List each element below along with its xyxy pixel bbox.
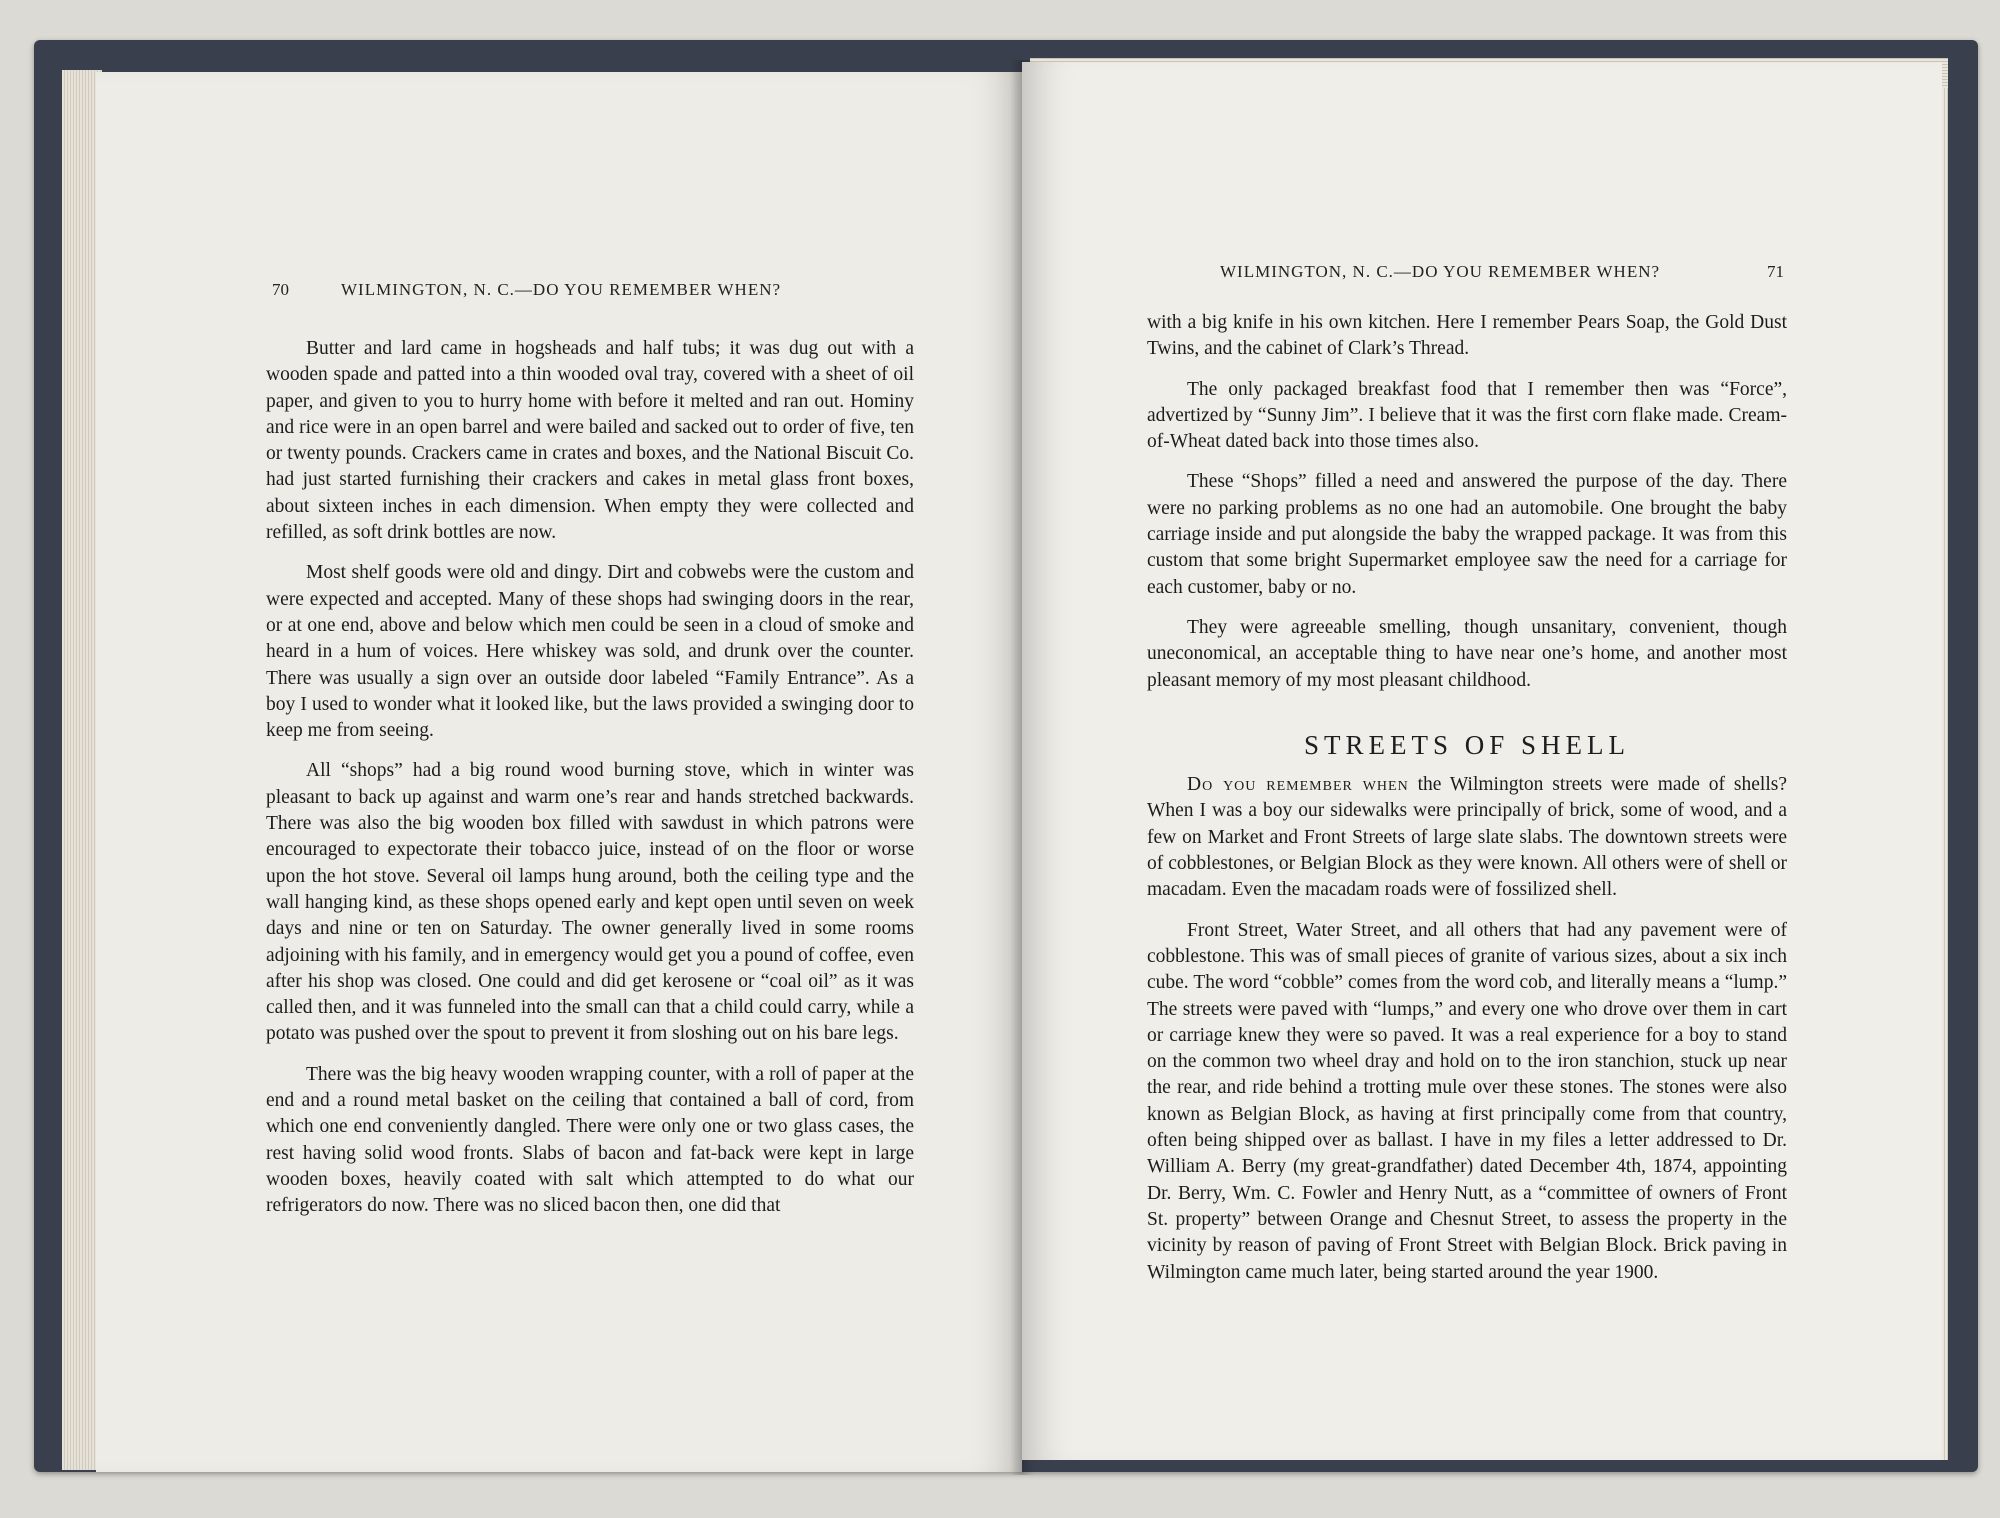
left-paragraph-2: Most shelf goods were old and dingy. Dirt and cobwebs were the custom and were expected and accepted. Many of these shops had swinging doors in the rear, or at one end, above and below which men could be seen in a cloud of smoke and heard in a hum of voices. Here whiskey was sold, and drunk over the counter. There was usually a sign over an outside door labeled “Family Entrance”. As a boy I used to wonder what it looked like, but the laws provided a swinging door to keep me from seeing. — [266, 562, 914, 742]
section-lead-in: Do you remember when — [1187, 774, 1409, 796]
left-page-number: 70 — [272, 280, 289, 299]
left-paragraph-3: All “shops” had a big round wood burning stove, which in winter was pleasant to back up against and warm one’s rear and hands stretched backwards. There was also the big wooden box filled with sawdust in which patrons were encouraged to expectorate their tobacco juice, instead of on the floor or worse upon the hot stove. Several oil lamps hung around, both the ceiling type and the wall hanging kind, as these shops opened early and kept open until seven on week days and nine or ten on Saturday. The owner generally lived in some rooms adjoining with his family, and in emergency would get you a pound of coffee, even after his shop was closed. One could and did get kerosene or “coal oil” as it was called then, and it was funneled into the small can that a child could carry, while a potato was pushed over the spout to prevent it from sloshing out on his bare legs. — [266, 760, 914, 1045]
right-page-number: 71 — [1767, 262, 1784, 281]
section-paragraph-1-text: the Wilmington streets were made of shells? When I was a boy our sidewalks were principally of brick, some of wood, and a few on Market and Front Streets of large slate slabs. The downtown streets were of cobblestones, or Belgian Block as they were known. All others were of shell or macadam. Even the macadam roads were of fossilized shell. — [1147, 774, 1787, 901]
right-running-head: WILMINGTON, N. C.—DO YOU REMEMBER WHEN? — [1220, 262, 1661, 281]
section-paragraph-1 — [1147, 772, 1787, 903]
left-paragraph-1: Butter and lard came in hogsheads and half tubs; it was dug out with a wooden spade and patted into a thin wooded oval tray, covered with a sheet of oil paper, and given to you to hurry home with before it melted and ran out. Hominy and rice were in an open barrel and were bailed and sacked out to order of five, ten or twenty pounds. Crackers came in crates and boxes, and the National Biscuit Co. had just started furnishing their crackers and cakes in metal glass front boxes, about sixteen inches in each dimension. When empty they were collected and refilled, as soft drink bottles are now. — [266, 338, 914, 544]
right-page-body — [1147, 310, 1787, 1300]
right-paragraph-3: They were agreeable smelling, though unsanitary, convenient, though uneconomical, an acceptable thing to have near one’s home, and another most pleasant memory of my most pleasant childhood. — [1147, 616, 1787, 691]
left-page — [96, 72, 1022, 1472]
right-continuation: with a big knife in his own kitchen. Here I remember Pears Soap, the Gold Dust Twins, and the cabinet of Clark’s Thread. — [1147, 312, 1787, 360]
left-page-body — [266, 336, 914, 1234]
section-title: STREETS OF SHELL — [1303, 729, 1631, 760]
left-paragraph-4: There was the big heavy wooden wrapping counter, with a roll of paper at the end and a round metal basket on the ceiling that contained a ball of cord, from which one end conveniently dangled. There were only one or two glass cases, the rest having solid wood fronts. Slabs of bacon and fat-back were kept in large wooden boxes, heavily coated with salt which attempted to do what our refrigerators do now. There was no sliced bacon then, one did that — [266, 1063, 914, 1217]
right-page — [1022, 62, 1942, 1460]
section-paragraph-2: Front Street, Water Street, and all others that had any pavement were of cobblestone. This was of small pieces of granite of various sizes, about a six inch cube. The word “cobble” comes from the word cob, and literally means a “lump.” The streets were paved with “lumps,” and every one who drove over them in cart or carriage knew they were so paved. It was a real experience for a boy to stand on the common two wheel dray and hold on to the iron stanchion, stuck up near the rear, and ride behind a trotting mule over these stones. The stones were also known as Belgian Block, as having at first principally come from that country, often being shipped over as ballast. I have in my files a letter addressed to Dr. William A. Berry (my great-grandfather) dated December 4th, 1874, appointing Dr. Berry, Wm. C. Fowler and Henry Nutt, as a “committee of owners of Front St. property” between Orange and Chesnut Street, to assess the property in the vicinity by reason of paving of Front Street with Belgian Block. Brick paving in Wilmington came much later, being started around the year 1900. — [1147, 919, 1787, 1283]
left-running-head: WILMINGTON, N. C.—DO YOU REMEMBER WHEN? — [341, 280, 782, 299]
right-paragraph-1: The only packaged breakfast food that I remember then was “Force”, advertized by “Sunny Jim”. I believe that it was the first corn flake made. Cream-of-Wheat dated back into those times also. — [1147, 378, 1787, 453]
right-paragraph-2: These “Shops” filled a need and answered the purpose of the day. There were no parking problems as no one had an automobile. One brought the baby carriage inside and put alongside the baby the wrapped package. It was from this custom that some bright Supermarket employee saw the need for a carriage for each customer, baby or no. — [1147, 471, 1787, 598]
